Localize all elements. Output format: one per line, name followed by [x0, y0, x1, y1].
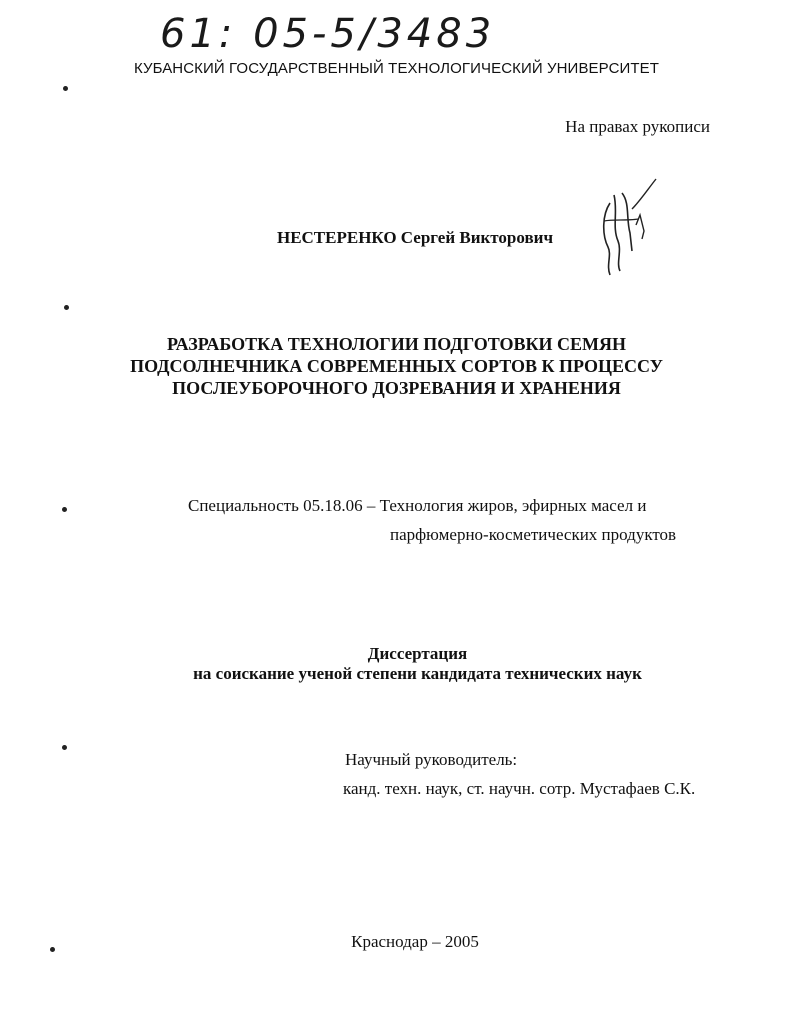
signature-image — [596, 175, 666, 285]
title-line: ПОДСОЛНЕЧНИКА СОВРЕМЕННЫХ СОРТОВ К ПРОЦЕССУ — [130, 356, 663, 376]
dissertation-label: Диссертация — [367, 644, 468, 663]
title-line: ПОСЛЕУБОРОЧНОГО ДОЗРЕВАНИЯ И ХРАНЕНИЯ — [172, 378, 621, 398]
university-name: КУБАНСКИЙ ГОСУДАРСТВЕННЫЙ ТЕХНОЛОГИЧЕСКИЙ УНИВЕРСИТЕТ — [133, 60, 660, 77]
scan-hole-mark — [64, 305, 69, 310]
city-year: Краснодар – 2005 — [351, 932, 479, 951]
scan-hole-mark — [63, 86, 68, 91]
specialty-line-1: Специальность 05.18.06 – Технология жиров, эфирных масел и — [188, 496, 647, 515]
author-name: НЕСТЕРЕНКО Сергей Викторович — [276, 228, 554, 247]
advisor-label: Научный руководитель: — [345, 750, 518, 769]
handwritten-archive-code: 61: 05-5/3483 — [160, 11, 496, 57]
dissertation-title — [0, 333, 793, 399]
degree-line: на соискание ученой степени кандидата технических наук — [193, 664, 642, 683]
specialty-line-2: парфюмерно-косметических продуктов — [390, 525, 677, 544]
scan-hole-mark — [50, 947, 55, 952]
title-line: РАЗРАБОТКА ТЕХНОЛОГИИ ПОДГОТОВКИ СЕМЯН — [166, 334, 627, 354]
advisor-name: канд. техн. наук, ст. научн. сотр. Мустафаев С.К. — [343, 779, 696, 798]
scan-hole-mark — [62, 507, 67, 512]
scan-hole-mark — [62, 745, 67, 750]
manuscript-note: На правах рукописи — [565, 117, 710, 136]
